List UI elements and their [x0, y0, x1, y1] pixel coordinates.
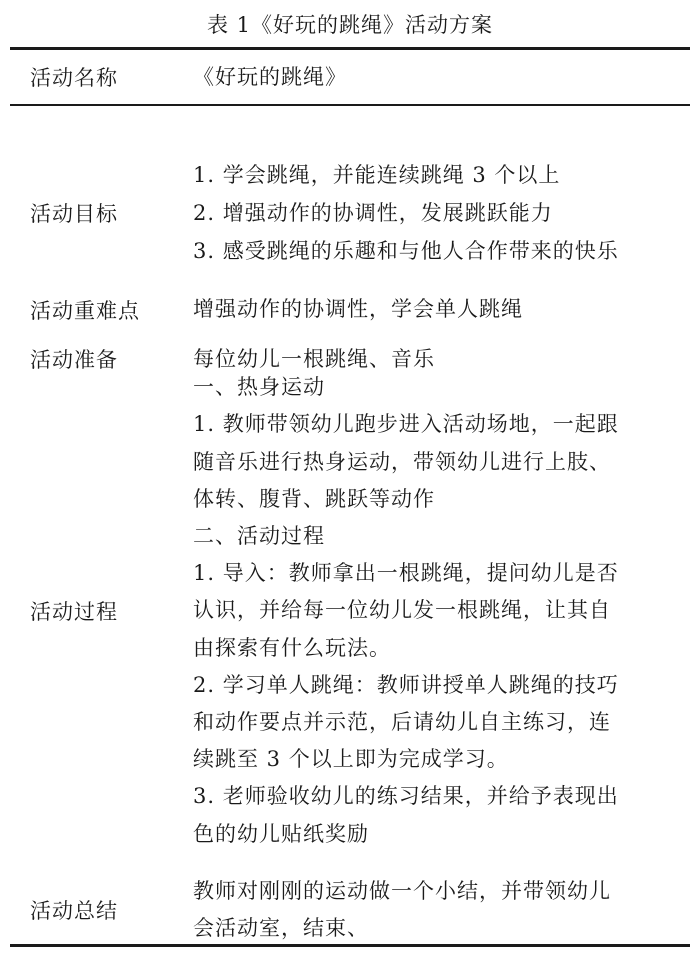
content-line: 认识，并给每一位幼儿发一根跳绳，让其自 — [193, 598, 611, 623]
content-line: 体转、腹背、跳跃等动作 — [193, 486, 435, 511]
row-content — [193, 369, 668, 853]
row-content — [193, 156, 668, 270]
content-line: 会活动室，结束、 — [193, 916, 369, 940]
content-line: 和动作要点并示范，后请幼儿自主练习，连 — [193, 710, 611, 734]
activity-plan-table — [10, 47, 690, 949]
content-line: 教师对刚刚的运动做一个小结，并带领幼儿 — [193, 879, 611, 903]
row-label: 活动过程 — [30, 600, 118, 624]
content-line: 3. 老师验收幼儿的练习结果，并给予表现出 — [193, 784, 619, 809]
row-key-difficulty — [10, 287, 690, 332]
content-line: 随音乐进行热身运动，带领幼儿进行上肢、 — [193, 449, 611, 474]
row-summary — [10, 862, 690, 958]
content-line: 2. 增强动作的协调性，发展跳跃能力 — [193, 201, 553, 225]
content-line: 1. 导入：教师拿出一根跳绳，提问幼儿是否 — [193, 561, 619, 586]
content-line: 《好玩的跳绳》 — [193, 64, 347, 89]
content-line: 1. 学会跳绳，并能连续跳绳 3 个以上 — [193, 163, 561, 187]
table-caption: 表 1《好玩的跳绳》活动方案 — [206, 13, 494, 37]
content-line: 每位幼儿一根跳绳、音乐 — [193, 346, 435, 371]
content-line: 续跳至 3 个以上即为完成学习。 — [193, 747, 509, 772]
row-label: 活动目标 — [30, 202, 118, 226]
table-header-rule — [10, 104, 690, 106]
row-label: 活动准备 — [30, 348, 118, 372]
content-line: 二、活动过程 — [193, 523, 325, 548]
content-line: 1. 教师带领幼儿跑步进入活动场地，一起跟 — [193, 412, 619, 437]
row-content — [193, 873, 668, 947]
row-content — [193, 59, 668, 96]
row-label: 活动重难点 — [30, 298, 140, 323]
content-line: 3. 感受跳绳的乐趣和与他人合作带来的快乐 — [193, 239, 619, 263]
row-activity-name — [10, 50, 690, 104]
row-label: 活动名称 — [30, 66, 118, 90]
content-line: 由探索有什么玩法。 — [193, 635, 391, 660]
content-line: 一、热身运动 — [193, 375, 325, 400]
content-line: 色的幼儿贴纸奖励 — [193, 821, 369, 846]
content-line: 增强动作的协调性，学会单人跳绳 — [193, 297, 523, 321]
row-content — [193, 291, 668, 328]
row-label: 活动总结 — [30, 899, 118, 923]
row-process — [10, 351, 690, 871]
row-activity-goal — [10, 137, 690, 289]
content-line: 2. 学习单人跳绳：教师讲授单人跳绳的技巧 — [193, 672, 619, 697]
